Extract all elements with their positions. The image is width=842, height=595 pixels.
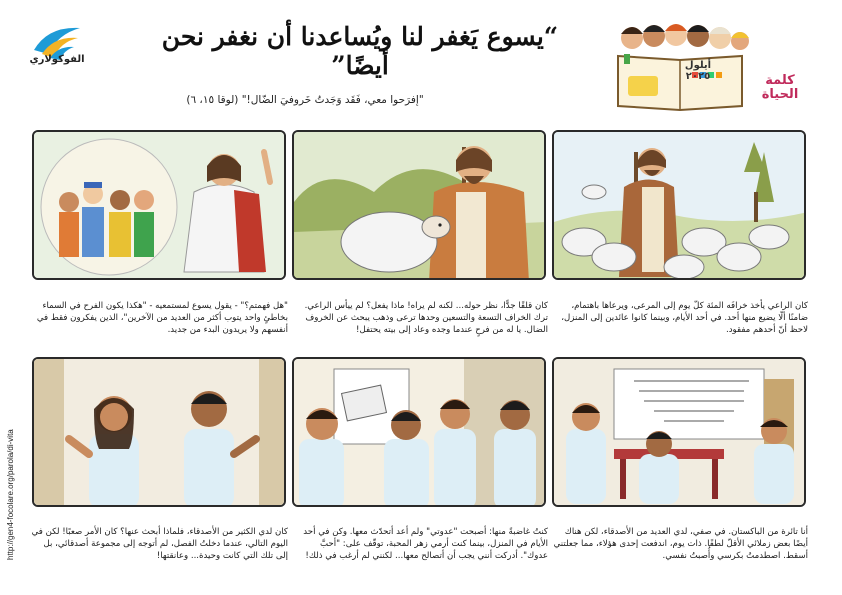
side-url-text: http://gen4-focolare.org/parola/di-vita — [6, 429, 15, 560]
badge-month: أيلول — [684, 60, 712, 71]
comic-panel-4 — [552, 357, 806, 507]
side-url — [4, 360, 16, 560]
jesus-children-illustration — [34, 132, 286, 280]
classroom-fall-illustration — [554, 359, 806, 507]
badge-brand — [740, 74, 820, 102]
badge-year: ٢٠٢٥ — [685, 71, 711, 82]
badge-brand-line2: الحياة — [761, 87, 799, 102]
caption-panel-4: أنا تائرة من الباكستان. في صفي، لدي العديد من الأصدقاء، لكن هناك أيضًا بعض زملائي الأقلّ لطفًا. ذات يوم، اندفعت إحدى هؤلاء، مما جعلتني أسقط. اصطدمتُ بكرسي وأُصبتُ نفسي. — [553, 527, 808, 561]
girls-reconcile-illustration — [34, 359, 286, 507]
comic-panel-2 — [292, 130, 546, 280]
comic-panel-5 — [292, 357, 546, 507]
logo-text: الفوكولاري — [29, 54, 85, 65]
shepherd-lamb-illustration — [294, 132, 546, 280]
comic-panel-6 — [32, 357, 286, 507]
bible-verse: "إفرَحوا معي، فَقَد وَجَدتُ خَروفيَ الضّال!" (لوقا ١٥، ٦) — [186, 94, 424, 106]
comic-panel-3 — [32, 130, 286, 280]
caption-panel-2: كان قلقًا جدًّا، نظر حوله... لكنه لم يراه! ماذا يفعل؟ لم ييأس الراعي. ترك الخراف التسعة والتسعين وحدها ترعى وذهب يبحث عن الخروف الضال. يا له من فرحٍ عندما وجده وعاد إلى بيته يحتفل! — [304, 301, 548, 335]
children-heads-icon — [621, 24, 749, 50]
caption-panel-3: "هل فهمتم؟" - يقول يسوع لمستمعيه - "هكذا يكون الفرح في السماء بخاطئٍ واحد يتوب أكثر من العديد من الآخرين"، الذين يفكرون فقط في أنفسهم ولا يريدون البدء من جديد. — [36, 301, 288, 335]
shepherd-flock-illustration — [554, 132, 806, 280]
focolare-logo-icon — [28, 20, 92, 76]
page-title: “يسوع يَغفر لنا ويُساعدنا أن نغفر نحن أيضًا” — [161, 22, 559, 80]
badge-brand-line1: كلمة — [765, 73, 795, 88]
comic-panel-1 — [552, 130, 806, 280]
badge-date — [668, 60, 728, 82]
caption-panel-1: كان الراعي يأخذ خرافَه المئة كلّ يوم إلى المرعى، ويرعاها باهتمام، ضامنًا ألّا يضيع منها أحد. في أحد الأيام، وبينما كانوا عائدين إلى المنزل، لاحظ أنّ أحدهم مفقود. — [561, 301, 808, 335]
girls-talking-illustration — [294, 359, 546, 507]
caption-panel-5: كنتُ غاضبةً منها: أصبحت "عدوتي" ولم أعد أتحدّث معها. وكن في أحد الأيام في المنزل، بينما كنت أرمي زهر المحبة، توقّف على: "أحبَّ عدوك". أدركت أنني يجب أن أتصالح معها... لكنني لم أرغب في ذلك! — [303, 527, 548, 561]
caption-panel-6: كان لدي الكثير من الأصدقاء، فلماذا أبحث عنها؟ كان الأمر صعبًا! لكن في اليوم التالي، عندما دخلتُ الفصل، لم أتوجه إلى مجموعة أصدقائي، بل إلى تلك التي كانت وحيدة... وعانقتها! — [31, 527, 288, 561]
